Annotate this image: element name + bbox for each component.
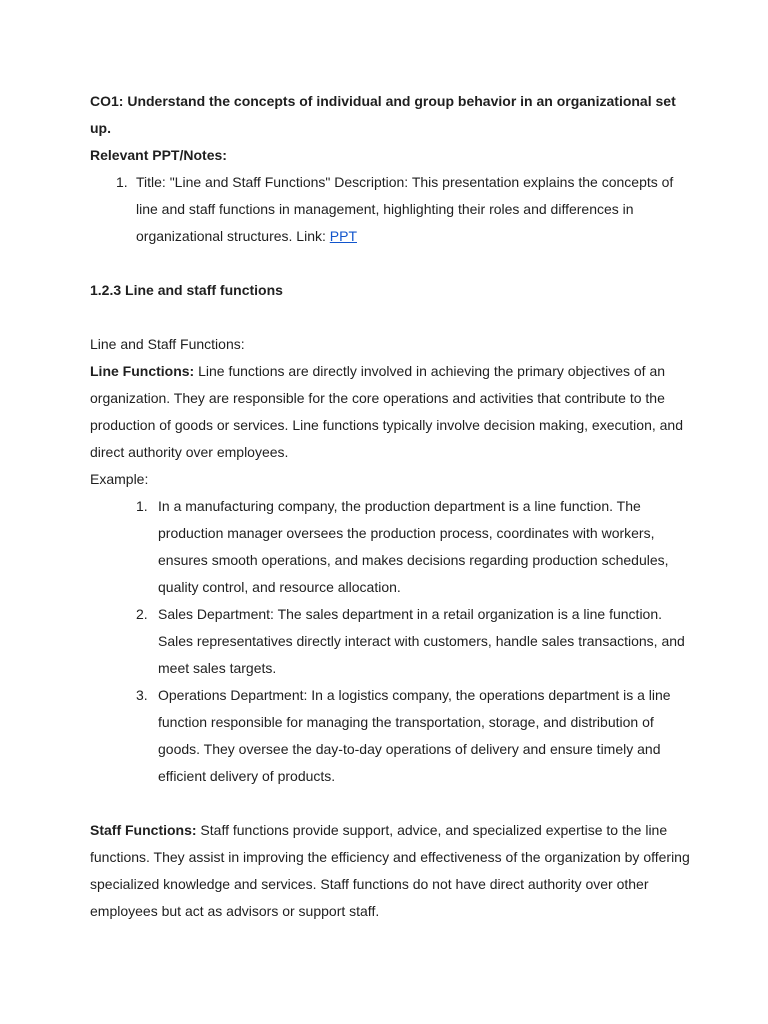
example-text: Sales Department: The sales department in a retail organization is a line function. Sales representatives directly interact with customers, handle sales transactions, and meet sales targets.	[158, 606, 685, 676]
list-number: 1.	[116, 174, 128, 190]
spacer	[90, 790, 690, 817]
staff-functions-text: Staff functions provide support, advice, and specialized expertise to the line functions. They assist in improving the efficiency and effectiveness of the organization by offering specialized knowledge and services. Staff functions do not have direct authority over other employees but act as advisors or support staff.	[90, 822, 690, 919]
staff-functions-label: Staff Functions:	[90, 822, 197, 838]
relevant-notes-label: Relevant PPT/Notes:	[90, 147, 227, 163]
list-number: 2.	[136, 606, 148, 622]
list-number: 1.	[136, 498, 148, 514]
ppt-description: Title: "Line and Staff Functions" Description: This presentation explains the concepts of line and staff functions in management, highlighting their roles and differences in organizational structures. Link:	[136, 174, 674, 244]
course-outcome-heading: CO1: Understand the concepts of individual and group behavior in an organizational set up.	[90, 93, 676, 136]
list-item	[90, 169, 690, 250]
ppt-link[interactable]: PPT	[329, 228, 357, 244]
document-page	[90, 88, 690, 925]
line-functions-label: Line Functions:	[90, 363, 195, 379]
ppt-list	[90, 169, 690, 250]
list-item	[90, 601, 690, 682]
example-text: Operations Department: In a logistics company, the operations department is a line function responsible for managing the transportation, storage, and distribution of goods. They oversee the day-to-day operations of delivery and ensure timely and efficient delivery of products.	[158, 687, 671, 784]
list-number: 3.	[136, 687, 148, 703]
spacer	[90, 304, 690, 331]
example-list	[90, 493, 690, 790]
spacer	[90, 250, 690, 277]
list-item	[90, 682, 690, 790]
example-label: Example:	[90, 471, 149, 487]
example-text: In a manufacturing company, the production department is a line function. The production manager oversees the production process, coordinates with workers, ensures smooth operations, and makes decisions regarding production schedules, quality control, and resource allocation.	[158, 498, 669, 595]
section-intro: Line and Staff Functions:	[90, 336, 245, 352]
list-item	[90, 493, 690, 601]
section-heading: 1.2.3 Line and staff functions	[90, 282, 283, 298]
line-functions-paragraph	[90, 358, 690, 466]
staff-functions-paragraph	[90, 817, 690, 925]
line-functions-text: Line functions are directly involved in achieving the primary objectives of an organization. They are responsible for the core operations and activities that contribute to the production of goods or services. Line functions typically involve decision making, execution, and direct authority over employees.	[90, 363, 683, 460]
